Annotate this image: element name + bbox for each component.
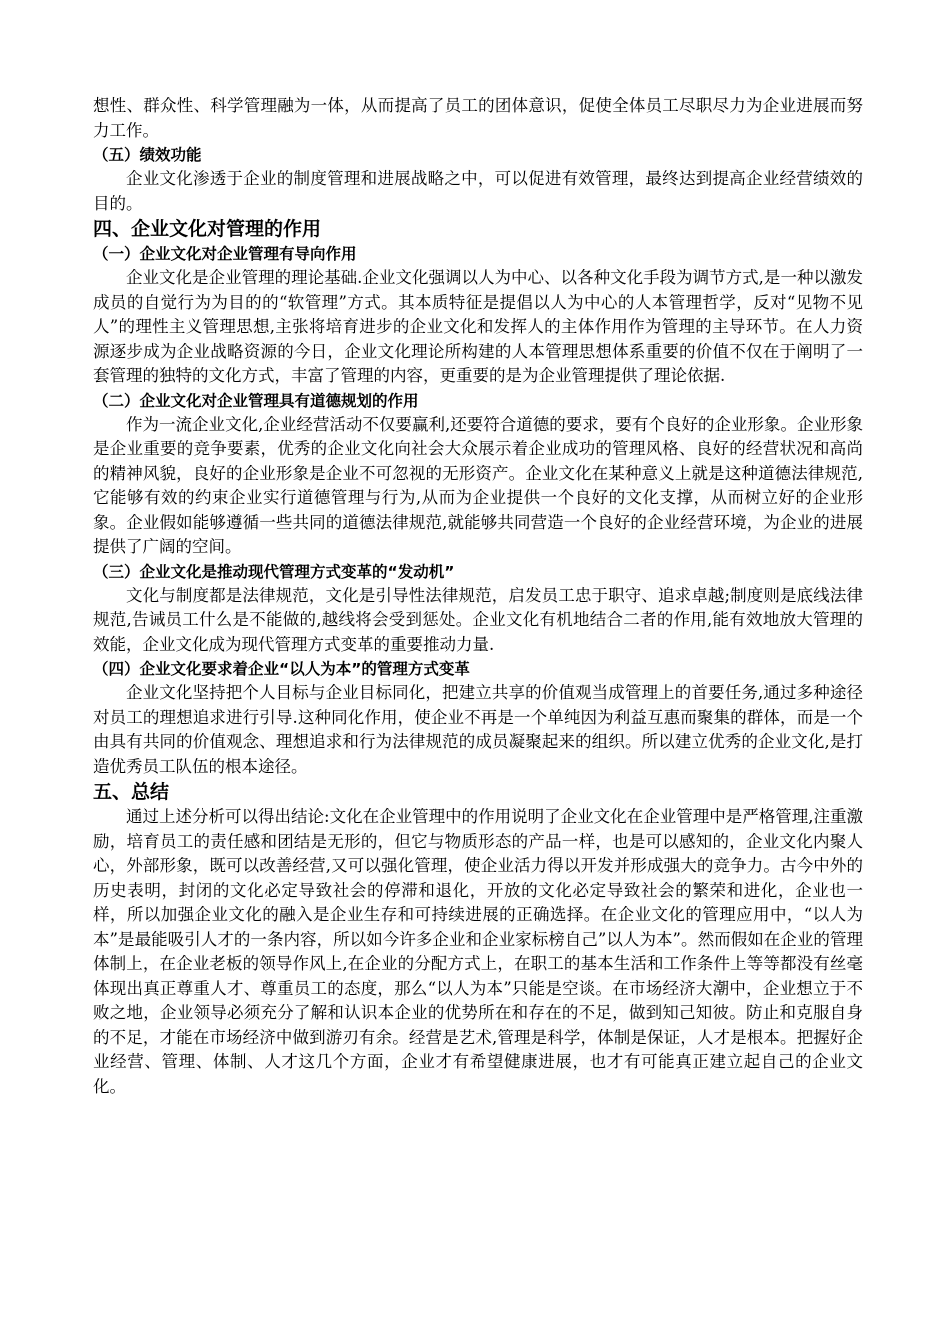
section-heading-4: 四、企业文化对管理的作用 xyxy=(93,218,322,240)
intro-paragraph: 想性、群众性、科学管理融为一体，从而提高了员工的团体意识，促使全体员工尽职尽力为企业进展而努力工作。 xyxy=(93,96,863,140)
subsection-heading-4-2: （二）企业文化对企业管理具有道德规划的作用 xyxy=(93,391,419,410)
paragraph-4-2: 作为一流企业文化,企业经营活动不仅要赢利,还要符合道德的要求，要有个良好的企业形象。企业形象是企业重要的竞争要素，优秀的企业文化向社会大众展示着企业成功的管理风格、良好的经营状况和高尚的精神风貌，良好的企业形象是企业不可忽视的无形资产。企业文化在某种意义上就是这种道德法律规范,它能够有效的约束企业实行道德管理与行为,从而为企业提供一个良好的文化支撑，从而树立好的企业形象。企业假如能够遵循一些共同的道德法律规范,就能够共同营造一个良好的企业经营环境，为企业的进展提供了广阔的空间。 xyxy=(93,414,863,556)
section-heading-5: 五、总结 xyxy=(93,781,170,803)
paragraph-conclusion: 通过上述分析可以得出结论:文化在企业管理中的作用说明了企业文化在企业管理中是严格管理,注重激励，培育员工的责任感和团结是无形的，但它与物质形态的产品一样，也是可以感知的，企业文化内聚人心，外部形象，既可以改善经营,又可以强化管理，使企业活力得以开发并形成强大的竞争力。古今中外的历史表明，封闭的文化必定导致社会的停滞和退化，开放的文化必定导致社会的繁荣和进化，企业也一样，所以加强企业文化的融入是企业生存和可持续进展的正确选择。在企业文化的管理应用中，“以人为本”是最能吸引人才的一条内容，所以如今许多企业和企业家标榜自己”以人为本”。然而假如在企业的管理体制上，在企业老板的领导作风上,在企业的分配方式上，在职工的基本生活和工作条件上等等都没有丝毫体现出真正尊重人才、尊重员工的态度，那么“以人为本”只能是空谈。在市场经济大潮中，企业想立于不败之地，企业领导必须充分了解和认识本企业的优势所在和存在的不足，做到知己知彼。防止和克服自身的不足，才能在市场经济中做到游刃有余。经营是艺术,管理是科学，体制是保证，人才是根本。把握好企业经营、管理、体制、人才这几个方面，企业才有希望健康进展，也才有可能真正建立起自己的企业文化。 xyxy=(93,807,863,1096)
paragraph-4-1: 企业文化是企业管理的理论基础.企业文化强调以人为中心、以各种文化手段为调节方式,是一种以激发成员的自觉行为为目的的“软管理”方式。其本质特征是提倡以人为中心的人本管理哲学，反对“见物不见人”的理性主义管理思想,主张将培育进步的企业文化和发挥人的主体作用作为管理的主导环节。在人力资源逐步成为企业战略资源的今日，企业文化理论所构建的人本管理思想体系重要的价值不仅在于阐明了一套管理的独特的文化方式，丰富了管理的内容，更重要的是为企业管理提供了理论依据. xyxy=(93,268,863,385)
paragraph-4-4: 企业文化坚持把个人目标与企业目标同化，把建立共享的价值观当成管理上的首要任务,通过多种途径对员工的理想追求进行引导.这种同化作用，使企业不再是一个单纯因为利益互惠而聚集的群体，而是一个由具有共同的价值观念、理想追求和行为法律规范的成员凝聚起来的组织。所以建立优秀的企业文化,是打造优秀员工队伍的根本途径。 xyxy=(93,683,863,776)
subsection-heading-4-4: （四）企业文化要求着企业“以人为本”的管理方式变革 xyxy=(93,660,470,678)
document-page xyxy=(93,94,863,1099)
subsection-heading-performance: （五）绩效功能 xyxy=(93,146,202,164)
subsection-heading-4-3: （三）企业文化是推动现代管理方式变革的“发动机” xyxy=(93,562,455,581)
paragraph-4-3: 文化与制度都是法律规范，文化是引导性法律规范，启发员工忠于职守、追求卓越;制度则是底线法律规范,告诫员工什么是不能做的,越线将会受到惩处。企业文化有机地结合二者的作用,能有效地放大管理的效能，企业文化成为现代管理方式变革的重要推动力量. xyxy=(93,585,863,654)
paragraph-performance: 企业文化渗透于企业的制度管理和进展战略之中，可以促进有效管理，最终达到提高企业经营绩效的目的。 xyxy=(93,169,863,213)
subsection-heading-4-1: （一）企业文化对企业管理有导向作用 xyxy=(93,245,357,263)
